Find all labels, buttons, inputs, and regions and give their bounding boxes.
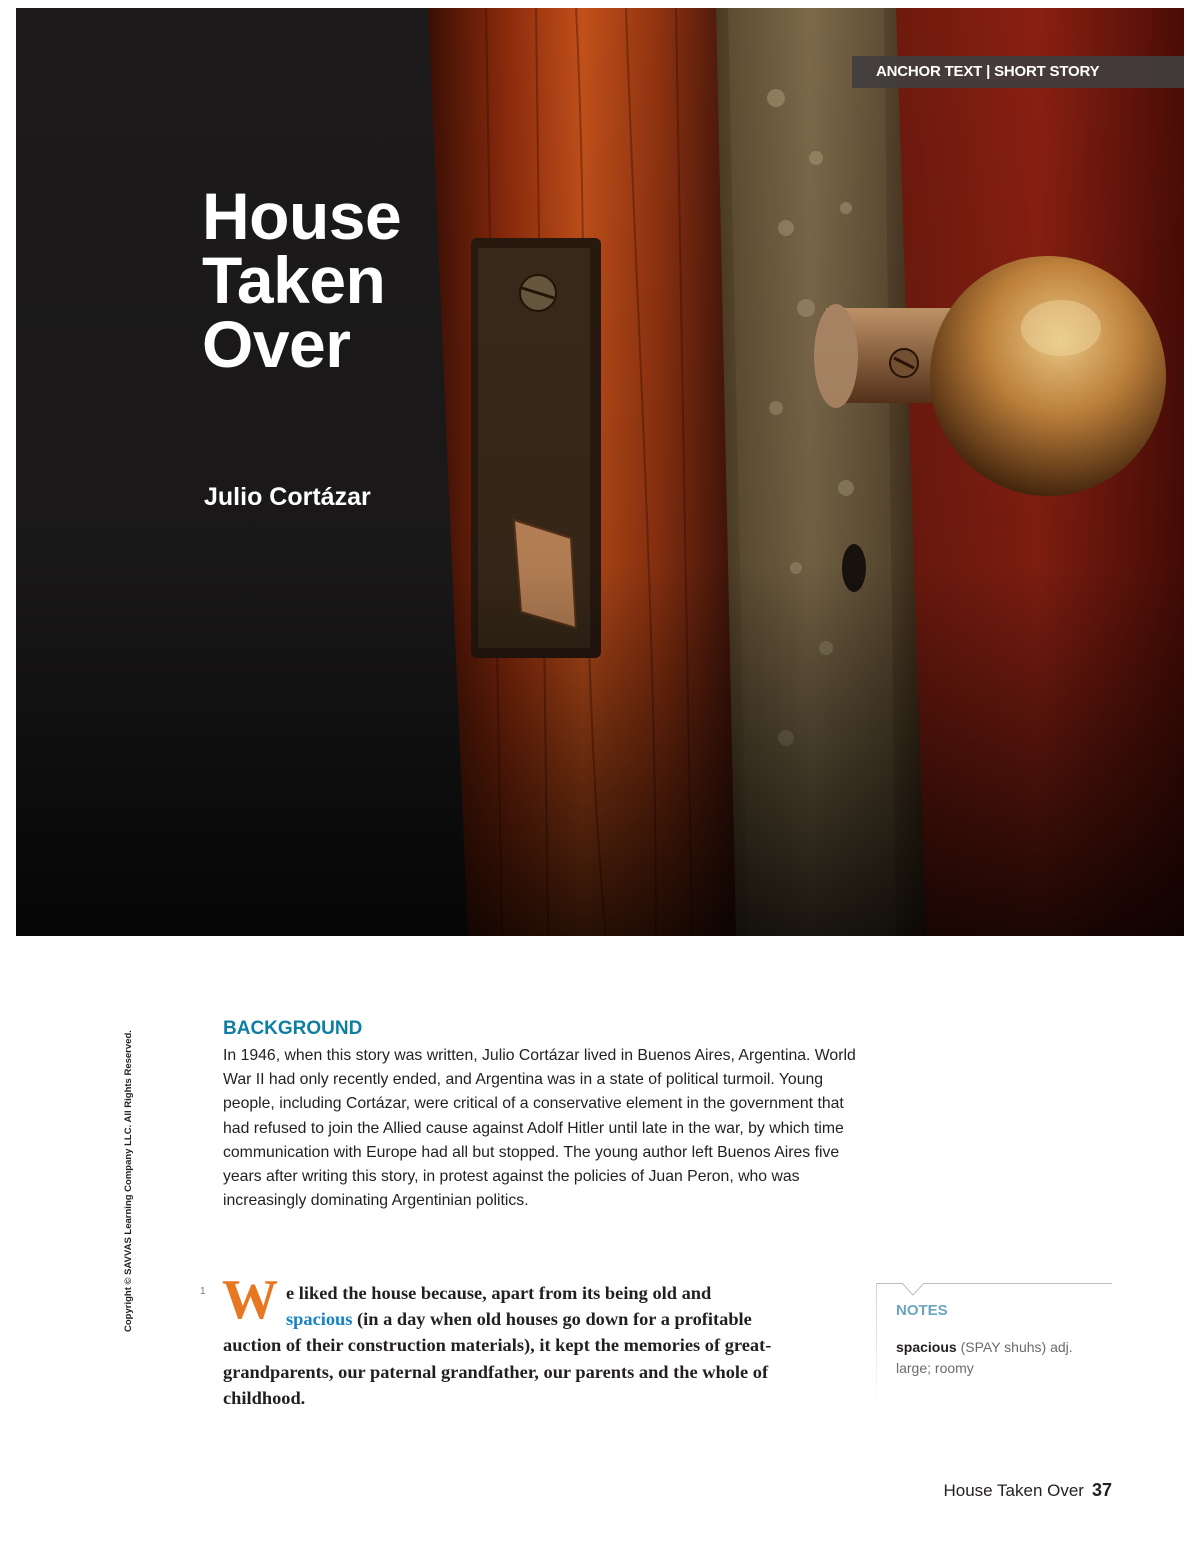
page-footer bbox=[943, 1480, 1112, 1501]
story-line: auction of their construction materials), it kept the memories of great- bbox=[223, 1335, 772, 1356]
notes-panel bbox=[876, 1283, 1114, 1407]
title-line: House bbox=[202, 179, 402, 253]
page-number: 37 bbox=[1091, 1480, 1112, 1500]
story-paragraph bbox=[223, 1306, 873, 1412]
paragraph-number: 1 bbox=[200, 1286, 206, 1297]
story-line: grandparents, our paternal grandfather, our parents and the whole of bbox=[223, 1361, 769, 1382]
definition-word: spacious bbox=[896, 1339, 957, 1355]
anchor-text-tag: ANCHOR TEXT | SHORT STORY bbox=[852, 56, 1184, 88]
title-line: Taken bbox=[202, 243, 386, 317]
copyright-notice: Copyright © SAVVAS Learning Company LLC. All Rights Reserved. bbox=[123, 1030, 134, 1332]
vocab-word-spacious[interactable]: spacious bbox=[286, 1309, 353, 1329]
footer-title: House Taken Over bbox=[943, 1481, 1084, 1500]
story-line: e liked the house because, apart from its being old and bbox=[286, 1283, 712, 1303]
vocab-definition bbox=[896, 1337, 1096, 1379]
door-knob-illustration bbox=[16, 8, 1184, 936]
author-name: Julio Cortázar bbox=[204, 483, 371, 511]
drop-cap: W bbox=[222, 1269, 278, 1331]
hero-photo bbox=[16, 8, 1184, 936]
background-text: In 1946, when this story was written, Julio Cortázar lived in Buenos Aires, Argentina. World War II had only recently ended, and Argentina was in a state of political turmoil. Young people, including Cortázar, were critical of a conservative element in the government that had refused to join the Allied cause against Adolf Hitler until late in the war, by which time communication with Europe had all but stopped. The young author left Buenos Aires five years after writing this story, in protest against the policies of Juan Peron, who was increasingly dominating Argentinian politics. bbox=[223, 1047, 856, 1210]
story-line: childhood. bbox=[223, 1388, 306, 1409]
definition-text: (SPAY shuhs) adj. large; roomy bbox=[896, 1339, 1073, 1376]
notes-title: NOTES bbox=[896, 1302, 948, 1319]
background-heading: BACKGROUND bbox=[223, 1018, 363, 1039]
story-line bbox=[223, 1306, 873, 1332]
story-title bbox=[202, 179, 402, 381]
notes-pointer-icon bbox=[901, 1283, 925, 1297]
title-line: Over bbox=[202, 307, 351, 381]
notes-vertical-rule bbox=[876, 1283, 877, 1407]
story-line-rest: (in a day when old houses go down for a profitable bbox=[352, 1309, 752, 1329]
